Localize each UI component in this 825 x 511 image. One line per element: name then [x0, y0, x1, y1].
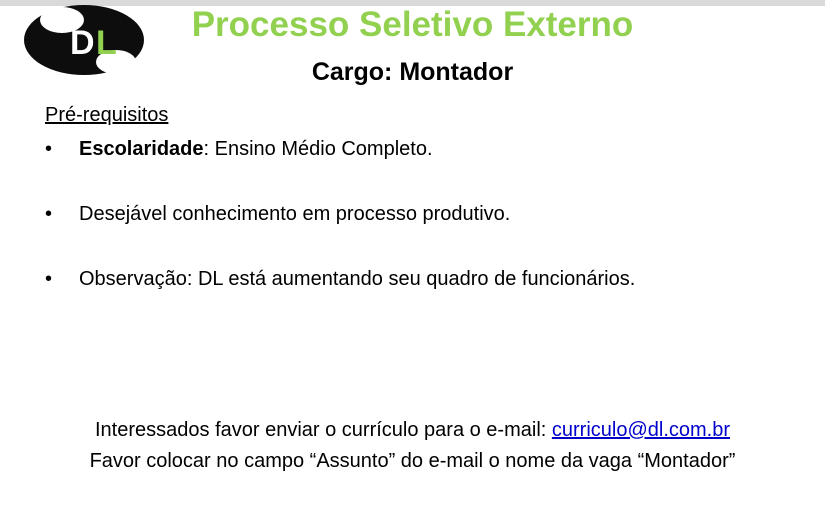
- bullet-icon: •: [45, 268, 53, 290]
- bullet-icon: •: [45, 203, 53, 225]
- slide-title: Processo Seletivo Externo: [191, 5, 634, 44]
- svg-text:L: L: [96, 24, 117, 62]
- prerequisites-list: [45, 136, 785, 331]
- list-item-rest: : Ensino Médio Completo.: [203, 138, 433, 160]
- bullet-icon: •: [45, 138, 53, 160]
- footer-line-email: [0, 415, 825, 446]
- list-item: [45, 136, 785, 162]
- slide-subtitle: Cargo: Montador: [311, 58, 514, 86]
- list-item-rest: Observação: DL está aumentando seu quadro de funcionários.: [79, 268, 636, 290]
- footer-line-prefix: Interessados favor enviar o currículo para o e-mail:: [95, 419, 552, 441]
- prerequisites-heading: Pré-requisitos: [45, 104, 169, 126]
- footer-line-instructions: Favor colocar no campo “Assunto” do e-mail o nome da vaga “Montador”: [89, 450, 736, 472]
- list-item-rest: Desejável conhecimento em processo produtivo.: [79, 203, 511, 225]
- list-item: [45, 266, 785, 292]
- list-item: [45, 201, 785, 227]
- list-item-text: [79, 266, 635, 292]
- footer-block: [0, 415, 825, 477]
- list-item-text: [79, 201, 510, 227]
- email-link[interactable]: curriculo@dl.com.br: [551, 419, 730, 441]
- svg-text:D: D: [70, 24, 95, 62]
- list-item-text: [79, 136, 433, 162]
- list-item-label: Escolaridade: [79, 138, 204, 160]
